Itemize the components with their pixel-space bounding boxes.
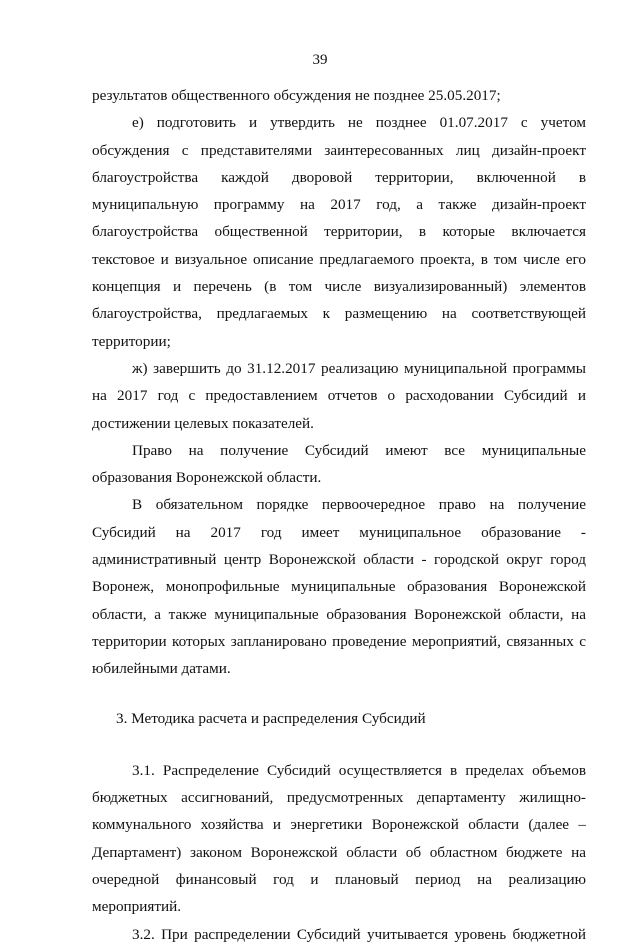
- paragraph-3-1: 3.1. Распределение Субсидий осуществляется в пределах объемов бюджетных ассигнований, предусмотренных департаменту жилищно-коммунального хозяйства и энергетики Воронежской области (далее – Департамент) законом Воронежской области об областном бюджете на очередной финансовый год и плановый период на реализацию мероприятий.: [92, 761, 586, 916]
- paragraph-priority-right: В обязательном порядке первоочередное право на получение Субсидий на 2017 год имеет муниципальное образование - административный центр Воронежской области - городской округ город Воронеж, монопрофильные муниципальные образования Воронежской области, а также муниципальные образования Воронежской области, на территории которых запланировано проведение мероприятий, связанных с юбилейными датами.: [92, 496, 586, 678]
- paragraph-right-to-subsidy: Право на получение Субсидий имеют все муниципальные образования Воронежской области.: [92, 441, 586, 487]
- paragraph-item-zh: ж) завершить до 31.12.2017 реализацию муниципальной программы на 2017 год с предоставлением отчетов о расходовании Субсидий и достижении целевых показателей.: [92, 359, 586, 432]
- paragraph-3-2: 3.2. При распределении Субсидий учитывается уровень бюджетной: [132, 925, 586, 943]
- page-number: 39: [312, 52, 328, 68]
- section-heading: 3. Методика расчета и распределения Субсидий: [116, 709, 426, 727]
- document-body: [92, 82, 586, 948]
- paragraph-item-e: е) подготовить и утвердить не позднее 01.07.2017 с учетом обсуждения с представителями заинтересованных лиц дизайн-проект благоустройства каждой дворовой территории, включенной в муниципальную программу на 2017 год, а также дизайн-проект благоустройства общественной территории, в которые включается текстовое и визуальное описание предлагаемого проекта, в том числе его концепция и перечень (в том числе визуализированный) элементов благоустройства, предлагаемых к размещению на соответствующей территории;: [92, 114, 586, 350]
- paragraph-continuation: результатов общественного обсуждения не позднее 25.05.2017;: [92, 87, 501, 104]
